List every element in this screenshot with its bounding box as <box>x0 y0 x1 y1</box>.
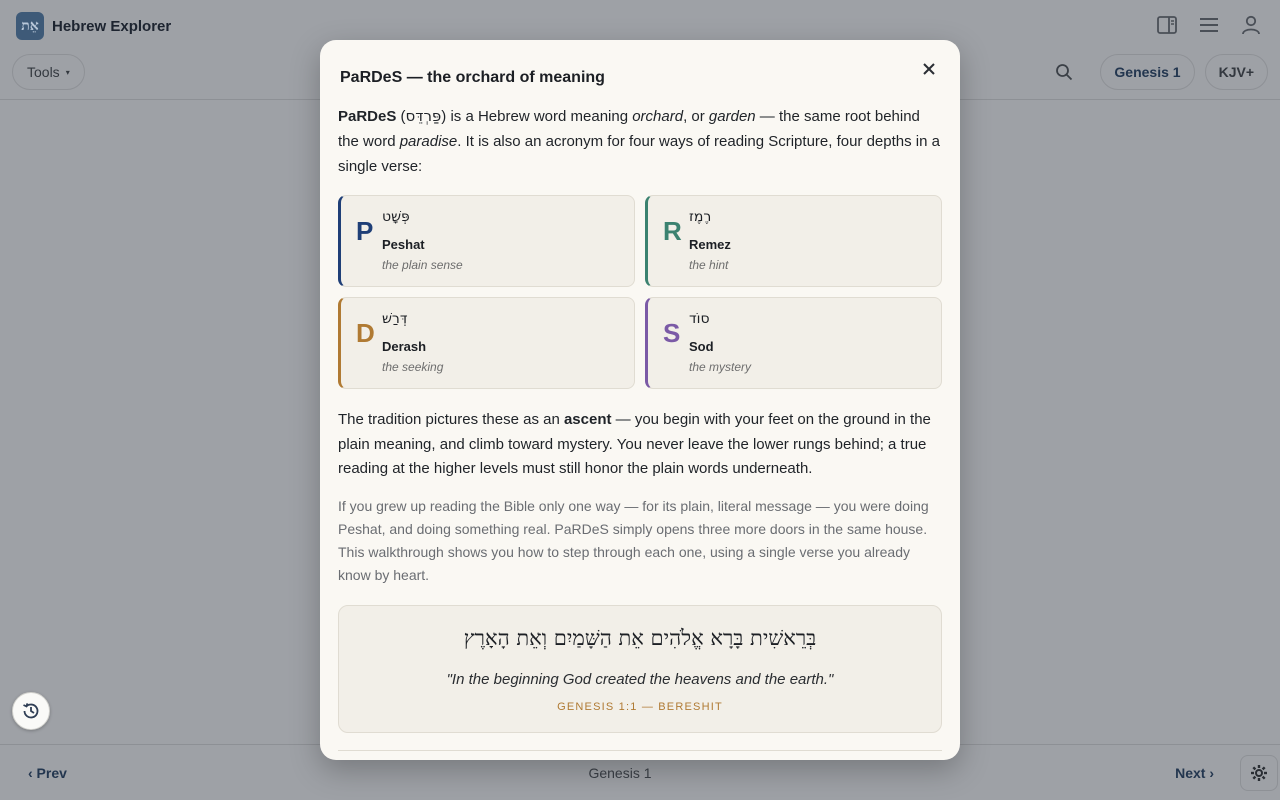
user-icon[interactable] <box>1238 12 1264 38</box>
card-peshat <box>338 195 635 287</box>
card-gloss: the plain sense <box>382 258 463 272</box>
intro-paragraph <box>338 104 942 179</box>
intro-text-3: — the same root behind the word <box>338 108 920 150</box>
modal-title: PaRDeS — the orchard of meaning <box>340 69 605 86</box>
term-pardes: PaRDeS <box>338 108 397 125</box>
tools-label: Tools <box>27 64 60 80</box>
card-remez <box>645 195 942 287</box>
card-hebrew: דְּרַשׁ <box>382 311 408 327</box>
prev-chapter-link[interactable]: ‹ Prev <box>28 765 67 781</box>
ascent-text-1: The tradition pictures these as an <box>338 411 564 428</box>
card-sod <box>645 297 942 389</box>
pardes-modal <box>320 40 960 760</box>
sidebar-panel-icon[interactable] <box>1154 12 1180 38</box>
close-icon <box>923 63 935 75</box>
verse-hebrew: בְּרֵאשִׁית בָּרָא אֱלֹהִים אֵת הַשָּׁמַיִם וְאֵת הָאָרֶץ <box>463 625 817 650</box>
card-gloss: the seeking <box>382 360 444 374</box>
intro-text-4: . It is also an acronym for four ways of reading Scripture, four depths in a single verse: <box>338 133 940 175</box>
card-hebrew: סוֹד <box>689 311 710 327</box>
card-letter: P <box>356 216 374 246</box>
app-title: Hebrew Explorer <box>52 17 172 35</box>
app-logo[interactable]: אֵת <box>16 12 44 40</box>
ascent-bold: ascent <box>563 411 612 428</box>
card-name: Sod <box>689 339 714 354</box>
intro-paren-close: ) <box>441 108 447 125</box>
menu-icon[interactable] <box>1196 12 1222 38</box>
card-gloss: the hint <box>689 258 729 272</box>
close-button[interactable] <box>914 54 944 84</box>
tools-button[interactable] <box>12 54 85 90</box>
next-chapter-link[interactable]: Next › <box>1175 765 1214 781</box>
toolbar-right <box>1046 54 1268 90</box>
intro-text-2: , or <box>683 108 709 125</box>
version-pill[interactable]: KJV+ <box>1205 54 1268 90</box>
card-hebrew: פְּשָׁט <box>382 209 410 225</box>
verse-reference: GENESIS 1:1 — BERESHIT <box>557 700 723 713</box>
history-button[interactable] <box>12 692 50 730</box>
card-letter: S <box>663 318 681 348</box>
card-hebrew: רֶמֶז <box>689 209 712 225</box>
current-chapter-label: Genesis 1 <box>588 765 652 781</box>
intro-text-1: is a Hebrew word meaning <box>446 108 633 125</box>
word-paradise: paradise <box>399 133 458 150</box>
search-icon[interactable] <box>1046 54 1082 90</box>
header-actions <box>1154 12 1264 38</box>
modal-body <box>338 104 942 733</box>
card-name: Peshat <box>382 237 425 252</box>
walkthrough-note: If you grew up reading the Bible only one way — for its plain, literal message — you were doing Peshat, and doing something real. PaRDeS simply opens three more doors in the same house. This walkthrough shows you how to step through each one, using a single verse you already know by heart. <box>338 497 929 583</box>
word-orchard: orchard <box>632 108 684 125</box>
card-letter: D <box>356 318 375 348</box>
pardes-cards <box>338 195 942 389</box>
history-icon <box>21 701 41 721</box>
gear-icon <box>1250 764 1268 782</box>
card-name: Remez <box>689 237 731 252</box>
chapter-pill[interactable]: Genesis 1 <box>1100 54 1194 90</box>
verse-english: "In the beginning God created the heavens and the earth." <box>446 670 834 688</box>
ascent-paragraph <box>338 408 942 482</box>
card-name: Derash <box>382 339 427 354</box>
modal-divider <box>338 750 942 751</box>
word-garden: garden <box>708 108 756 125</box>
ascent-text-2: — you begin with your feet on the ground in the plain meaning, and climb toward mystery. You never leave the lower rungs behind; a true reading at the higher levels must still honor the plain words underneath. <box>338 411 931 477</box>
card-gloss: the mystery <box>689 360 752 374</box>
settings-button[interactable] <box>1240 755 1278 791</box>
chevron-down-icon: ▾ <box>65 67 70 77</box>
card-letter: R <box>663 216 682 246</box>
hebrew-pardes: פַּרְדֵּס <box>405 107 442 125</box>
intro-paren-open: ( <box>396 108 406 125</box>
card-derash <box>338 297 635 389</box>
verse-card <box>338 605 942 733</box>
